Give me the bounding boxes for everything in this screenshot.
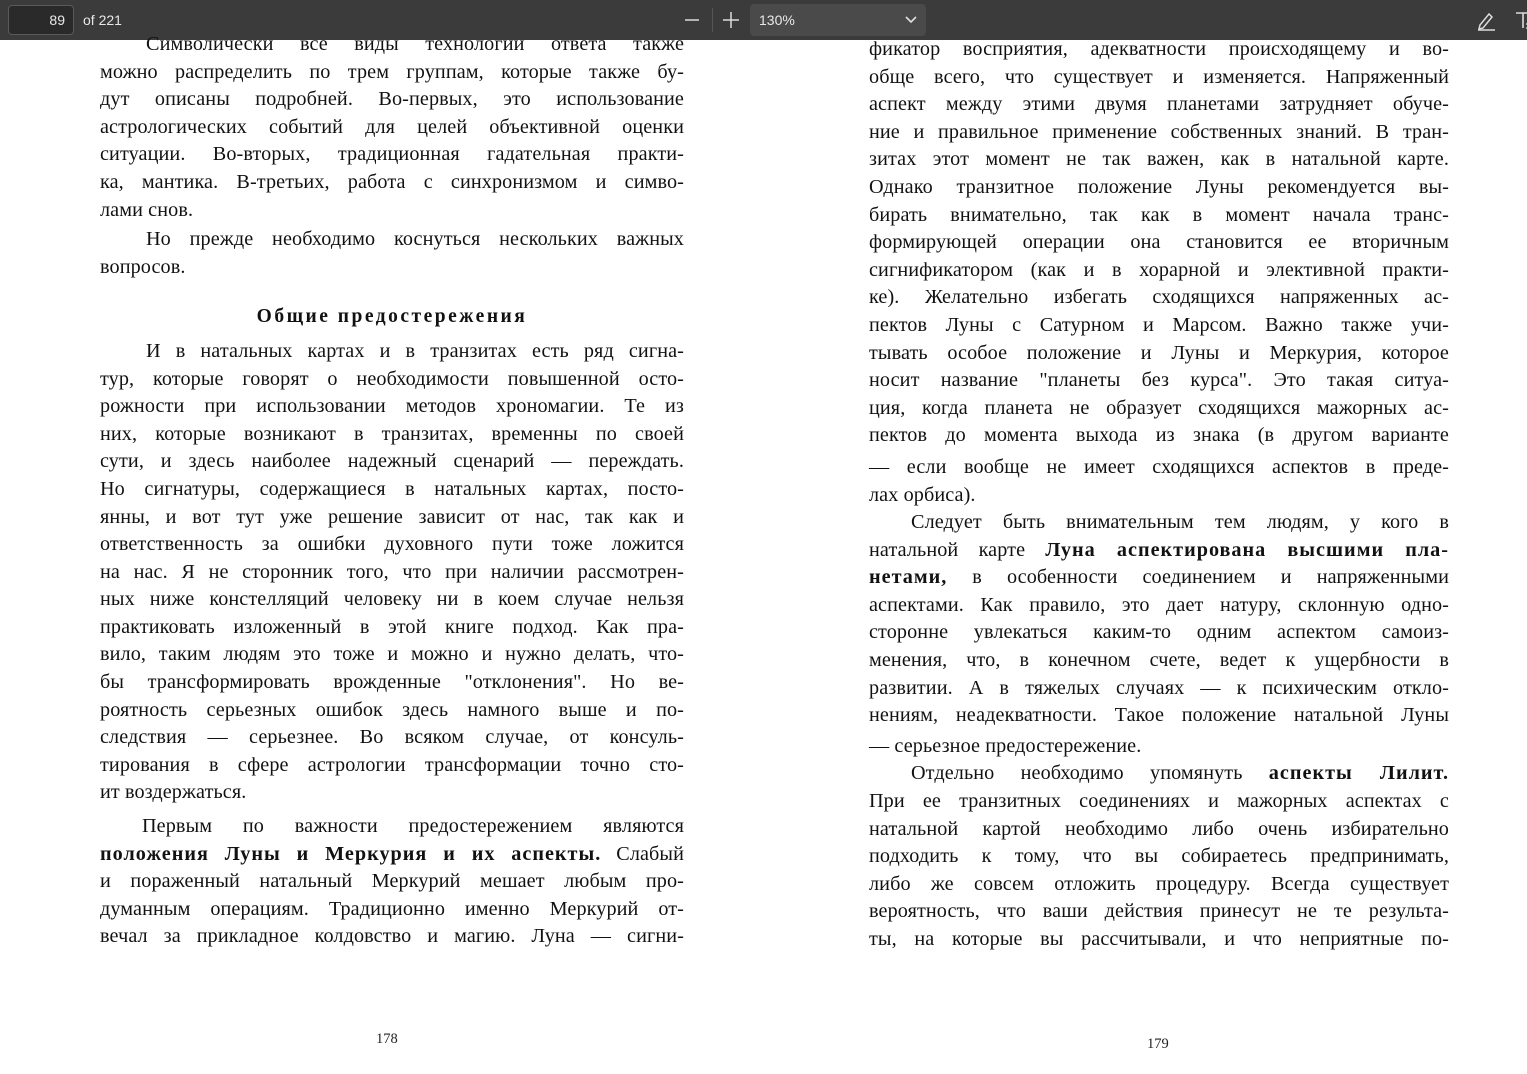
text-line: лами снов. (100, 198, 194, 221)
text-line: формирующей операции она становится ее вторичным (869, 231, 1449, 254)
text-line: менения, что, в конечном счете, ведет к ущербности в (869, 649, 1449, 672)
draw-icon (1475, 9, 1497, 31)
toolbar-separator (712, 8, 713, 32)
text-line: дут описаны подробней. Во-первых, это использование (100, 88, 684, 111)
text-fragment: в особенности соединением и напряженными (947, 566, 1449, 589)
text-line: либо же совсем отложить процедуру. Всегда существует (869, 872, 1449, 895)
bold-phrase: нетами, (869, 566, 948, 589)
text-line (100, 841, 684, 869)
text-line: Но сигнатуры, содержащиеся в натальных картах, посто- (100, 477, 684, 500)
text-line: янны, и вот тут уже решение зависит от нас, так как и (100, 505, 684, 528)
document-page-179 (869, 36, 1449, 954)
text-line (869, 760, 1449, 788)
text-line: подходить к тому, что вы собираетесь предпринимать, (869, 845, 1449, 868)
section-heading: Общие предостережения (256, 306, 528, 328)
text-line: тур, которые говорят о необходимости повышенной осто- (100, 367, 684, 390)
text-line: астрологических событий для целей объективной оценки (100, 115, 684, 138)
text-line: пектов до момента выхода из знака (в другом варианте (869, 424, 1449, 447)
text-line: ных ниже констелляций человеку ни в коем случае нельзя (100, 588, 684, 611)
text-line: думанным операциям. Традиционно именно Меркурий от- (100, 897, 684, 920)
text-line: И в натальных картах и в транзитах есть ряд сигна- (146, 339, 684, 362)
text-line: Но прежде необходимо коснуться нескольких важных (146, 228, 684, 251)
text-line: развитии. А в тяжелых случаях — к психическим откло- (869, 676, 1449, 699)
text-line: бы трансформировать врожденные "отклонения". Но ве- (100, 671, 684, 694)
text-line: ты, на которые вы рассчитывали, и что неприятные по- (869, 928, 1449, 950)
text-line: ситуации. Во-вторых, традиционная гадательная практи- (100, 143, 684, 166)
text-icon (1513, 9, 1527, 31)
text-line: Первым по важности предостережением являются (142, 815, 684, 838)
text-line: вероятность, что ваши действия принесут не те результа- (869, 900, 1449, 923)
text-line: При ее транзитных соединениях и мажорных аспектах с (869, 790, 1449, 813)
chevron-down-icon (904, 13, 918, 27)
text-line: аспектами. Как правило, это дает натуру, склонную одно- (869, 593, 1449, 616)
text-line: ке). Желательно избегать сходящихся напряженных ас- (869, 286, 1449, 309)
text-line: сигнификатором (как и в хорарной и элективной практи- (869, 258, 1449, 281)
page-number-right: 179 (1147, 1036, 1169, 1052)
zoom-in-icon (722, 11, 740, 29)
text-line: ция, когда планета не образует сходящихся мажорных ас- (869, 396, 1449, 419)
text-line: вопросов. (100, 255, 186, 278)
text-line: бирать внимательно, так как в момент начала транс- (869, 203, 1449, 226)
text-line: Символически все виды технологии ответа также (146, 33, 684, 55)
page-number-left: 178 (376, 1031, 398, 1047)
text-line: вечал за прикладное колдовство и магию. Луна — сигни- (100, 925, 684, 948)
text-line: аспект между этими двумя планетами затрудняет обуче- (869, 93, 1449, 116)
bold-phrase: Луна аспектирована высшими пла- (1045, 538, 1449, 561)
text-line: ит воздержаться. (100, 781, 247, 804)
text-line: следствия — серьезнее. Во всяком случае, от консуль- (100, 726, 684, 749)
text-line: фикатор восприятия, адекватности происходящему и во- (869, 38, 1449, 60)
text-line: — серьезное предостережение. (869, 734, 1142, 757)
text-line: Следует быть внимательным тем людям, у кого в (911, 511, 1449, 534)
total-pages-label: of 221 (83, 12, 122, 28)
text-button[interactable] (1510, 6, 1527, 34)
text-line (869, 537, 1449, 565)
text-line: зитах этот момент не так важен, как в натальной карте. (869, 148, 1449, 171)
zoom-out-icon (684, 12, 700, 28)
text-line: лах орбиса). (869, 483, 976, 506)
page-number-input[interactable] (8, 5, 74, 35)
bold-phrase: аспекты Лилит. (1268, 762, 1449, 785)
zoom-in-button[interactable] (717, 6, 745, 34)
text-line: и пораженный натальный Меркурий мешает любым про- (100, 870, 684, 893)
text-line: Однако транзитное положение Луны рекомендуется вы- (869, 175, 1449, 198)
text-line: ка, мантика. В-третьих, работа с синхронизмом и симво- (100, 170, 684, 193)
text-line (869, 564, 1449, 592)
text-line: пектов Луны с Сатурном и Марсом. Важно также учи- (869, 313, 1449, 336)
text-line: носит название "планеты без курса". Это такая ситуа- (869, 369, 1449, 392)
text-line: ответственность за ошибки духовного пути тоже ложится (100, 533, 684, 556)
text-fragment: Отдельно необходимо упомянуть (911, 762, 1269, 785)
text-line: рожности при использовании методов хрономагии. Те из (100, 395, 684, 418)
text-line: них, которые возникают в транзитах, временны по своей (100, 422, 684, 445)
bold-phrase: положения Луны и Меркурия и их аспекты. (100, 842, 602, 865)
zoom-out-button[interactable] (678, 6, 706, 34)
zoom-level-value: 130% (759, 12, 795, 28)
text-fragment: натальной карте (869, 538, 1046, 561)
text-line: тывать особое положение и Луны и Меркурия, которое (869, 341, 1449, 364)
draw-button[interactable] (1472, 6, 1500, 34)
text-line: обще всего, что существует и изменяется. Напряженный (869, 65, 1449, 88)
text-line: сторонне увлекаться каким-то одним аспектом самоиз- (869, 621, 1449, 644)
text-line: на нас. Я не сторонник того, что при наличии рассмотрен- (100, 560, 684, 583)
text-fragment: Слабый (601, 842, 684, 865)
text-line: — если вообще не имеет сходящихся аспектов в преде- (869, 455, 1449, 478)
text-line: натальной картой необходимо либо очень избирательно (869, 817, 1449, 840)
text-line: вило, таким людям это тоже и можно и нужно делать, что- (100, 643, 684, 666)
text-line: можно распределить по трем группам, которые также бу- (100, 60, 684, 83)
text-line: нениям, неадекватности. Такое положение натальной Луны (869, 704, 1449, 727)
text-line: роятность серьезных ошибок здесь намного выше и по- (100, 698, 684, 721)
text-line: тирования в сфере астрологии трансформации точно сто- (100, 753, 684, 776)
zoom-level-select[interactable] (750, 4, 926, 36)
text-line: практиковать изложенный в этой книге подход. Как пра- (100, 615, 684, 638)
document-page-178 (100, 31, 684, 951)
text-line: сути, и здесь наиболее надежный сценарий — переждать. (100, 450, 684, 473)
text-line: ние и правильное применение собственных знаний. В тран- (869, 120, 1449, 143)
